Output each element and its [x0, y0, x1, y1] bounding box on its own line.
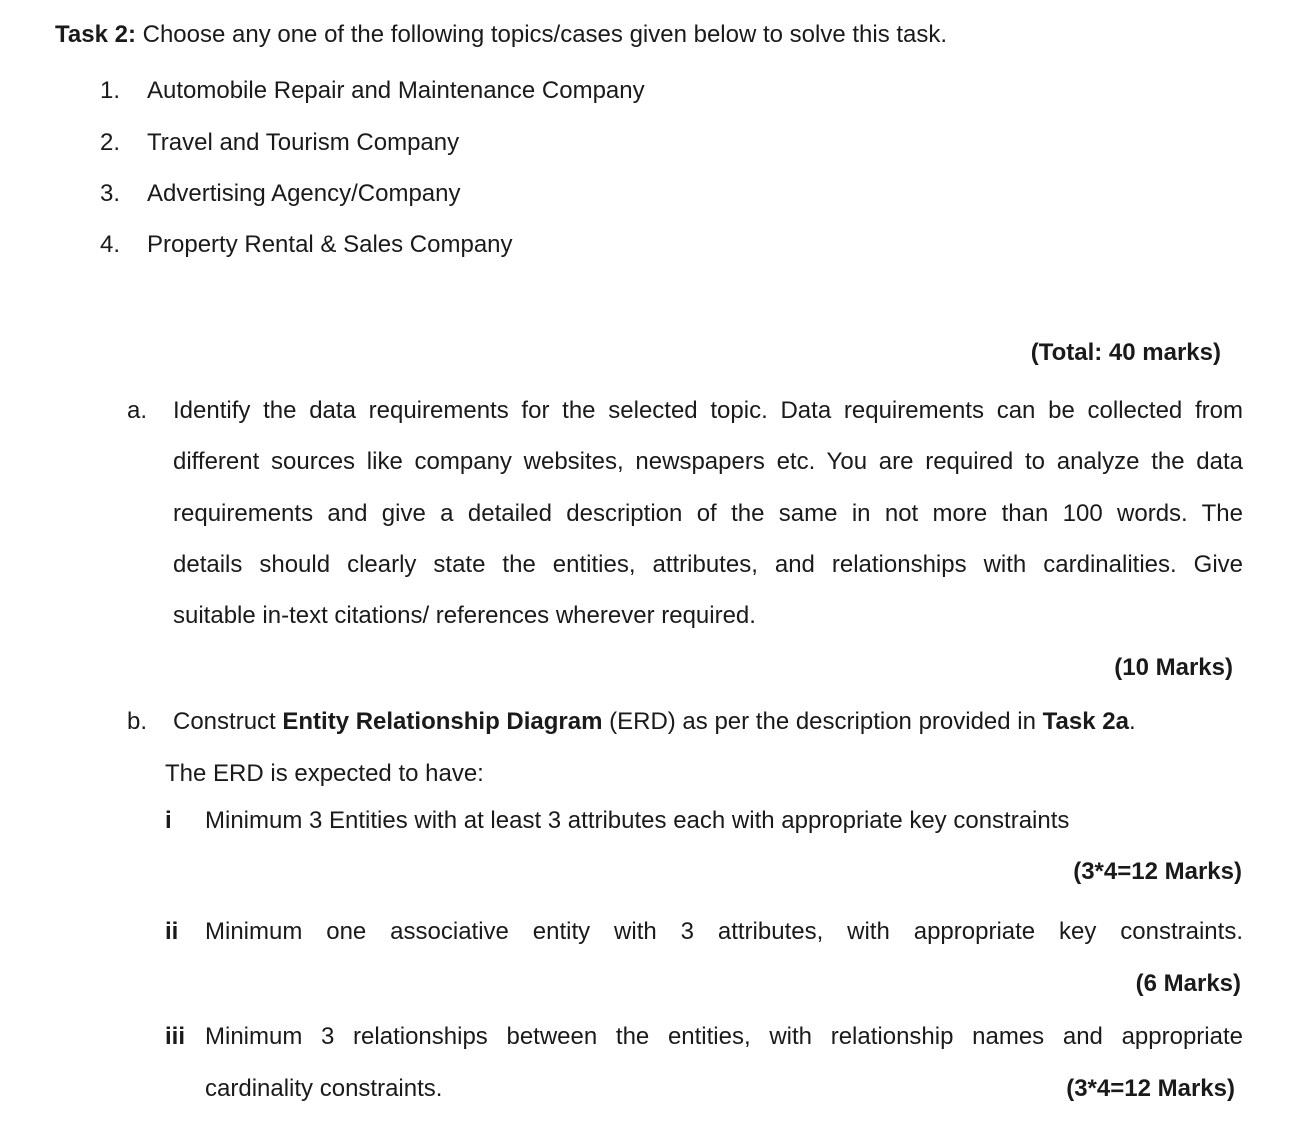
list-item-text: Travel and Tourism Company: [147, 129, 460, 156]
part-a-line: Identify the data requirements for the selected topic. Data requirements can be collected from: [173, 397, 1243, 424]
part-a-marks: (10 Marks): [1114, 654, 1233, 681]
part-a-line: different sources like company websites, newspapers etc. You are required to analyze the data: [173, 448, 1243, 475]
part-a-line: details should clearly state the entities, attributes, and relationships with cardinalities. Give: [173, 551, 1243, 578]
item-text: Minimum 3 relationships between the entities, with relationship names and appropriate: [205, 1023, 1243, 1050]
item-text: Minimum one associative entity with 3 attributes, with appropriate key constraints.: [205, 918, 1243, 945]
item-marks: (3*4=12 Marks): [1066, 1075, 1235, 1102]
part-a-label: a.: [127, 397, 148, 424]
list-item: [100, 79, 120, 103]
part-b-task-ref: Task 2a: [1042, 708, 1129, 735]
item-marks: (3*4=12 Marks): [1073, 858, 1242, 885]
part-b-heading: [173, 710, 1136, 734]
topic-number: 2.: [100, 129, 121, 156]
item-marks: (6 Marks): [1135, 970, 1241, 997]
part-b-text: (ERD) as per the description provided in: [602, 708, 1043, 735]
list-item-text: Automobile Repair and Maintenance Company: [147, 77, 645, 104]
part-b-text: Construct: [173, 708, 283, 735]
task-intro: Choose any one of the following topics/cases given below to solve this task.: [142, 21, 948, 48]
list-item: [100, 131, 120, 155]
item-number: ii: [165, 918, 179, 945]
topic-number: 4.: [100, 231, 121, 258]
item-number: iii: [165, 1023, 186, 1050]
list-item: [100, 182, 120, 206]
item-text: Minimum 3 Entities with at least 3 attributes each with appropriate key constraints: [205, 807, 1070, 834]
part-a-line: suitable in-text citations/ references wherever required.: [173, 602, 756, 629]
part-b-expect: The ERD is expected to have:: [165, 760, 484, 787]
list-item-text: Advertising Agency/Company: [147, 180, 461, 207]
item-text: cardinality constraints.: [205, 1075, 443, 1102]
part-b-label: b.: [127, 708, 148, 735]
total-marks: (Total: 40 marks): [1030, 339, 1221, 366]
part-b-text: .: [1128, 708, 1136, 735]
list-item-text: Property Rental & Sales Company: [147, 231, 513, 258]
item-number: i: [165, 807, 172, 834]
part-b-erd-term: Entity Relationship Diagram: [282, 708, 603, 735]
topic-number: 3.: [100, 180, 121, 207]
list-item: [100, 233, 120, 257]
task-heading: [55, 23, 947, 47]
topic-number: 1.: [100, 77, 121, 104]
task-label: Task 2:: [55, 21, 136, 48]
part-a-line: requirements and give a detailed description of the same in not more than 100 words. The: [173, 500, 1243, 527]
